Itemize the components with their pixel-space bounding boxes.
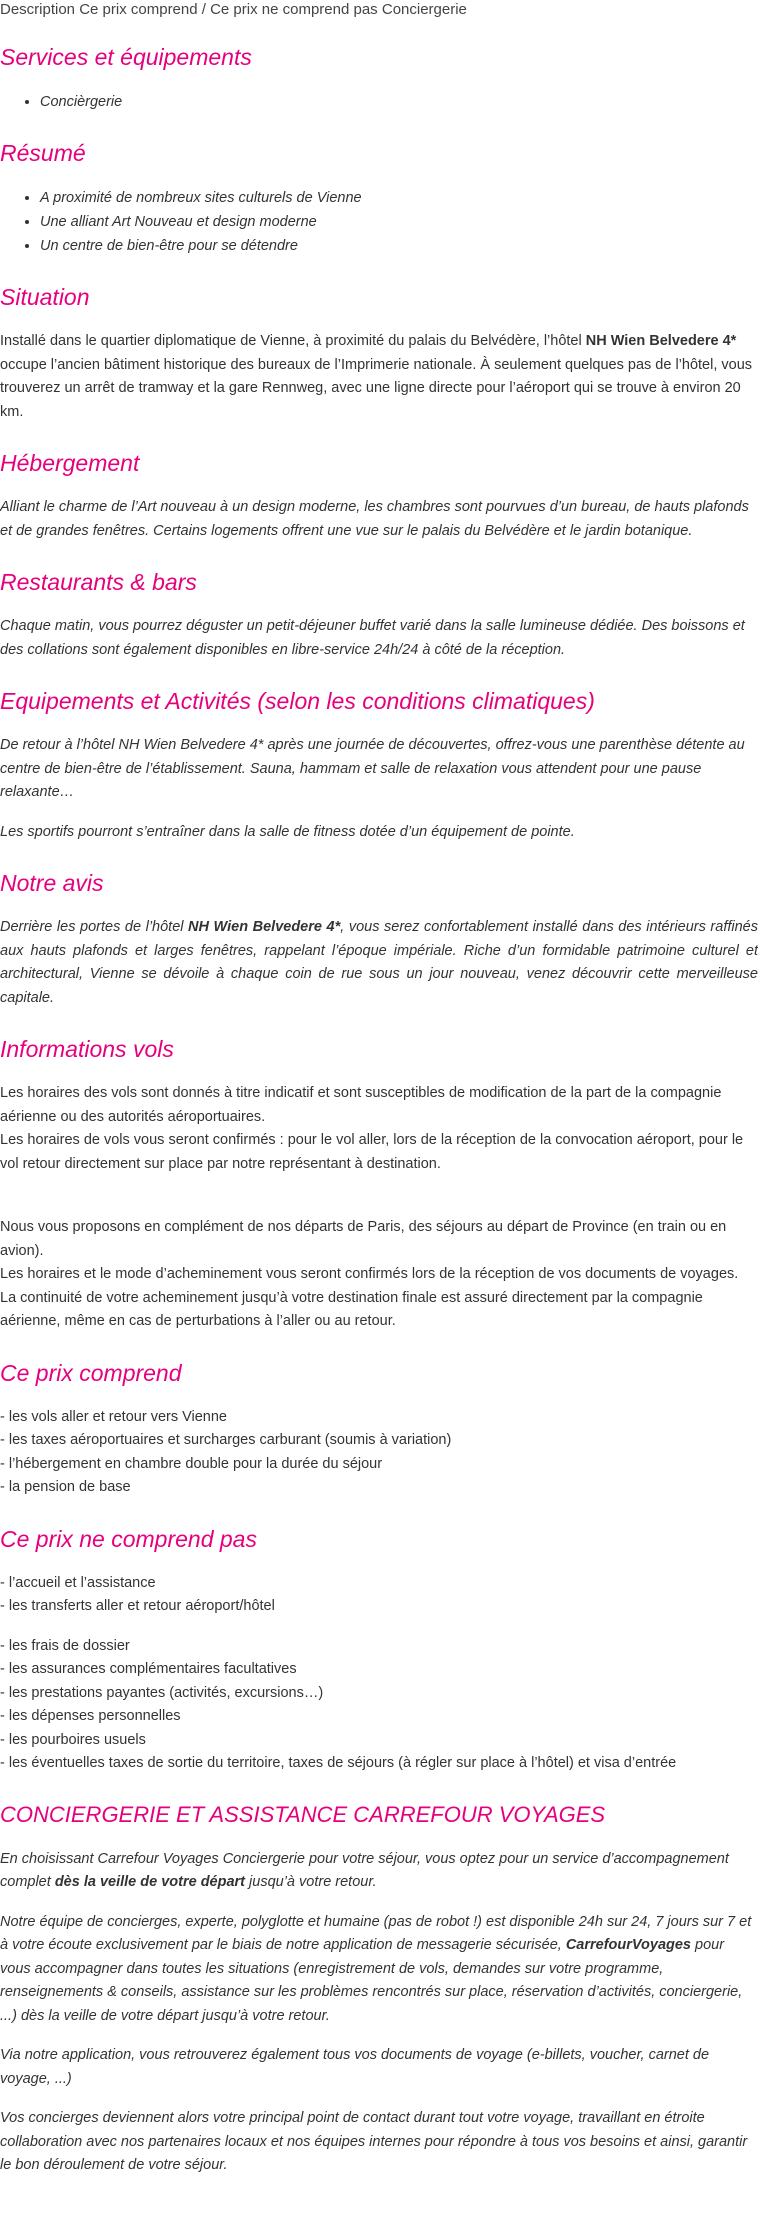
- avis-title: Notre avis: [0, 870, 104, 896]
- list-item: - les assurances complémentaires facultatives: [0, 1661, 297, 1677]
- services-list: [0, 90, 758, 114]
- vols-title: Informations vols: [0, 1036, 174, 1062]
- tab-description[interactable]: Description: [0, 1, 76, 18]
- list-item: - les frais de dossier: [0, 1637, 130, 1654]
- hebergement-text: Alliant le charme de l’Art nouveau à un design moderne, les chambres sont pourvues d’un bureau, de hauts plafonds et de grandes fenêtres. Certains logements offrent une vue sur le palais du Belvédère et le jardin botanique.: [0, 499, 749, 539]
- list-item: - la pension de base: [0, 1479, 131, 1495]
- list-item: - les dépenses personnelles: [0, 1708, 181, 1724]
- restaurants-title: Restaurants & bars: [0, 569, 197, 595]
- list-item: - les vols aller et retour vers Vienne: [0, 1408, 228, 1425]
- conciergerie-title: CONCIERGERIE ET ASSISTANCE CARREFOUR VOYAGES: [0, 1801, 606, 1827]
- comprend-list: [0, 1406, 758, 1500]
- conciergerie-text-4: Vos concierges deviennent alors votre principal point de contact durant tout votre voyage, travaillant en étroite collaboration avec nos partenaires locaux et nos équipes internes pour répondre à tous vos besoins et ainsi, garantir le bon déroulement de votre séjour.: [0, 2110, 748, 2173]
- hebergement-title: Hébergement: [0, 450, 140, 476]
- conciergerie-text-3: Via notre application, vous retrouverez également tous vos documents de voyage (e-billets, voucher, carnet de voyage, ...): [0, 2047, 710, 2087]
- tab-concierge[interactable]: Conciergerie: [381, 1, 467, 18]
- hotel-name: NH Wien Belvedere 4*: [585, 333, 737, 349]
- list-item: • Un centre de bien-être pour se détendre: [40, 234, 758, 258]
- list-item: - l’accueil et l’assistance: [0, 1574, 156, 1591]
- list-item: - les prestations payantes (activités, excursions…): [0, 1684, 324, 1701]
- tab-bar: [0, 0, 758, 20]
- list-item: • Une alliant Art Nouveau et design moderne: [40, 210, 758, 234]
- vols-line: Les horaires de vols vous seront confirmés : pour le vol aller, lors de la réception de la convocation aéroport, pour le vol retour directement sur place par notre représentant à destination.: [0, 1132, 744, 1172]
- vols-line: La continuité de votre acheminement jusqu’à votre destination finale est assuré directement par la compagnie aérienne, même en cas de perturbations à l’aller ou au retour.: [0, 1289, 703, 1329]
- list-item: - les transferts aller et retour aéroport/hôtel: [0, 1598, 275, 1614]
- conciergerie-text-1: En choisissant Carrefour Voyages Conciergerie pour votre séjour, vous optez pour un service d’accompagnement complet dès la veille de votre départ jusqu’à votre retour.: [0, 1850, 729, 1890]
- hotel-name: NH Wien Belvedere 4*: [188, 919, 341, 935]
- situation-text: Installé dans le quartier diplomatique de Vienne, à proximité du palais du Belvédère, l’hôtel NH Wien Belvedere 4* occupe l’ancien bâtiment historique des bureaux de l’Imprimerie nationale. À seulement quelques pas de l’hôtel, vous trouverez un arrêt de tramway et la gare Rennweg, avec une ligne directe pour l’aéroport qui se trouve à environ 20 km.: [0, 333, 753, 420]
- conciergerie-text-2: Notre équipe de concierges, experte, polyglotte et humaine (pas de robot !) est disponible 24h sur 24, 7 jours sur 7 et à votre écoute exclusivement par le biais de notre application de messagerie sécurisée, CarrefourVoyages pour vous accompagner dans toutes les situations (enregistrement de vols, demandes sur votre programme, renseignements & conseils, assistance sur les problèmes rencontrés sur place, réservation d’activités, conciergerie, ...) dès la veille de votre départ jusqu’à votre retour.: [0, 1913, 752, 2024]
- vols-line: Nous vous proposons en complément de nos départs de Paris, des séjours au départ de Province (en train ou en avion).: [0, 1219, 727, 1259]
- tab-includes[interactable]: Ce prix comprend / Ce prix ne comprend pas: [79, 1, 378, 18]
- resume-list: [0, 186, 758, 258]
- spacer: [0, 1192, 758, 1216]
- situation-title: Situation: [0, 284, 90, 310]
- avis-text: Derrière les portes de l’hôtel NH Wien Belvedere 4*, vous serez confortablement installé dans des intérieurs raffinés aux hauts plafonds et larges fenêtres, rappelant l’époque impériale. Riche d’un formidable patrimoine culturel et architectural, Vienne se dévoile à chaque coin de rue sous un jour nouveau, venez découvrir cette merveilleuse capitale.: [0, 919, 758, 1006]
- list-item: - les pourboires usuels: [0, 1731, 146, 1748]
- resume-title: Résumé: [0, 140, 86, 166]
- ne-comprend-list-2: [0, 1635, 758, 1776]
- vols-text-2: [0, 1216, 758, 1334]
- ne-comprend-title: Ce prix ne comprend pas: [0, 1525, 257, 1552]
- equipements-text-1: De retour à l’hôtel NH Wien Belvedere 4* après une journée de découvertes, offrez-vous une parenthèse détente au centre de bien-être de l’établissement. Sauna, hammam et salle de relaxation vous attendent pour une pause relaxante…: [0, 737, 745, 800]
- services-title: Services et équipements: [0, 44, 252, 70]
- vols-line: Les horaires et le mode d’acheminement vous seront confirmés lors de la réception de vos documents de voyages.: [0, 1266, 739, 1282]
- list-item: • Concièrgerie: [40, 90, 758, 114]
- comprend-title: Ce prix comprend: [0, 1359, 182, 1386]
- list-item: • A proximité de nombreux sites culturels de Vienne: [40, 186, 758, 210]
- list-item: - les éventuelles taxes de sortie du territoire, taxes de séjours (à régler sur place à l’hôtel) et visa d’entrée: [0, 1755, 677, 1771]
- equipements-text-2: Les sportifs pourront s’entraîner dans la salle de fitness dotée d’un équipement de pointe.: [0, 823, 575, 840]
- equipements-title: Equipements et Activités (selon les conditions climatiques): [0, 688, 595, 714]
- restaurants-text: Chaque matin, vous pourrez déguster un petit-déjeuner buffet varié dans la salle lumineuse dédiée. Des boissons et des collations sont également disponibles en libre-service 24h/24 à côté de la réception.: [0, 618, 745, 658]
- list-item: - les taxes aéroportuaires et surcharges carburant (soumis à variation): [0, 1432, 452, 1448]
- app-name: CarrefourVoyages: [565, 1937, 691, 1953]
- ne-comprend-list-1: [0, 1572, 758, 1619]
- list-item: - l’hébergement en chambre double pour la durée du séjour: [0, 1455, 383, 1472]
- highlight: dès la veille de votre départ: [54, 1874, 246, 1890]
- vols-text-1: [0, 1082, 758, 1176]
- vols-line: Les horaires des vols sont donnés à titre indicatif et sont susceptibles de modification de la part de la compagnie aérienne ou des autorités aéroportuaires.: [0, 1085, 722, 1125]
